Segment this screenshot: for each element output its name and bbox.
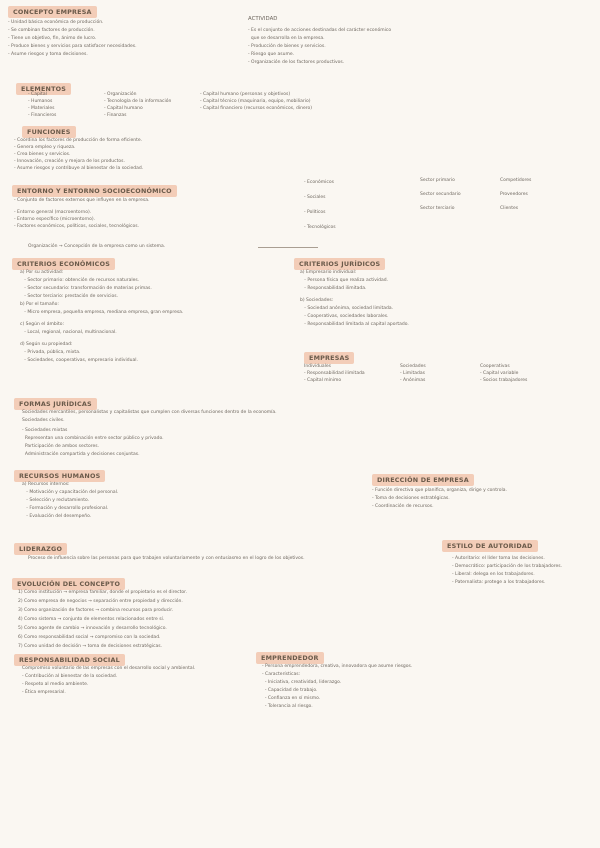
responsabilidad-line: - Respeto al medio ambiente. [22,682,89,687]
actividad-line: - Riesgo que asume. [248,52,295,57]
evolucion-line: 5) Como agente de cambio → innovación y desarrollo tecnológico. [18,626,167,631]
empresas-item: - Anónimas [400,378,426,383]
empresas-item: - Capital variable [480,371,519,376]
empresas-item: Sociedades [400,364,426,369]
entorno-connector [258,247,318,248]
emprendedor-title: EMPRENDEDOR [256,652,324,664]
elementos-title: ELEMENTOS [16,83,71,95]
funciones-line: - Crea bienes y servicios. [14,152,71,157]
empresas-title: EMPRESAS [304,352,354,364]
entorno-title: ENTORNO Y ENTORNO SOCIOECONÓMICO [12,185,177,197]
entorno-line: - Factores económicos, políticos, sociales, tecnológicos. [14,224,140,229]
evolucion-line: 7) Como unidad de decisión → toma de decisiones estratégicas. [18,644,162,649]
direccion-line: - Coordinación de recursos. [372,504,434,509]
concepto-line: - Se combinan factores de producción. [8,28,95,33]
entorno-item: Sector secundario [420,192,461,197]
formas-line: Participación de ambos sectores. [22,444,100,449]
elementos-item: - Capital [28,92,47,97]
evolucion-line: 4) Como sistema → conjunto de elementos relacionados entre sí. [18,617,165,622]
direccion-line: - Toma de decisiones estratégicas. [372,496,450,501]
elementos-item: - Capital técnico (maquinaria, equipo, mobiliario) [200,99,311,104]
actividad-line: - Producción de bienes y servicios. [248,44,326,49]
recursos-humanos-line: - Evaluación del desempeño. [22,514,92,519]
formas-line: Representan una combinación entre sector público y privado. [22,436,164,441]
responsabilidad-line: Compromiso voluntario de las empresas con el desarrollo social y ambiental. [22,666,196,671]
entorno-item: Competidores [500,178,532,183]
elementos-item: - Capital financiero (recursos económicos, dinero) [200,106,312,111]
concepto-line: - Unidad básica económica de producción. [8,20,104,25]
estilo-line: - Autoritario: el líder toma las decisiones. [452,556,545,561]
concepto-line: - Produce bienes y servicios para satisfacer necesidades. [8,44,137,49]
entorno-line: - Entorno general (macroentorno). [14,210,92,215]
elementos-item: - Materiales [28,106,55,111]
elementos-item: - Capital humano [104,106,143,111]
funciones-title: FUNCIONES [22,126,76,138]
criterios-economicos-line: - Privada, pública, mixta. [20,350,81,355]
actividad-line: - Organización de los factores productivos. [248,60,345,65]
emprendedor-line: - Tolerancia al riesgo. [262,704,313,709]
emprendedor-line: - Características: [262,672,301,677]
direccion-line: - Función directiva que planifica, organiza, dirige y controla. [372,488,507,493]
responsabilidad-title: RESPONSABILIDAD SOCIAL [14,654,125,666]
criterios-juridicos-line: b) Sociedades: [300,298,334,303]
funciones-line: - Genera empleo y riqueza. [14,145,76,150]
emprendedor-line: - Iniciativa, creatividad, liderazgo. [262,680,342,685]
criterios-juridicos-line: - Responsabilidad limitada al capital aportado. [300,322,409,327]
evolucion-line: 1) Como institución → empresa familiar, donde el propietario es el director. [18,590,188,595]
entorno-branch: - Tecnológicos [304,225,336,230]
criterios-economicos-line: - Micro empresa, pequeña empresa, mediana empresa, gran empresa. [20,310,184,315]
direccion-title: DIRECCIÓN DE EMPRESA [372,474,474,486]
funciones-line: - Asume riesgos y contribuye al bienestar de la sociedad. [14,166,144,171]
criterios-economicos-line: d) Según su propiedad: [20,342,73,347]
criterios-economicos-line: - Sector terciario: prestación de servicios. [20,294,118,299]
criterios-economicos-line: - Local, regional, nacional, multinacional. [20,330,117,335]
recursos-humanos-line: a) Recursos internos: [22,482,70,487]
criterios-juridicos-title: CRITERIOS JURÍDICOS [294,258,385,270]
actividad-line: que se desarrolla en la empresa. [248,36,325,41]
entorno-item: Sector primario [420,178,455,183]
recursos-humanos-line: - Formación y desarrollo profesional. [22,506,109,511]
entorno-organization: Organización → Concepción de la empresa como un sistema. [28,244,166,249]
formas-line: Sociedades civiles. [22,418,65,423]
liderazgo-title: LIDERAZGO [14,543,67,555]
entorno-branch: - Económicos [304,180,334,185]
emprendedor-line: - Capacidad de trabajo. [262,688,318,693]
criterios-juridicos-line: - Sociedad anónima, sociedad limitada. [300,306,394,311]
criterios-economicos-line: b) Por el tamaño: [20,302,59,307]
criterios-economicos-title: CRITERIOS ECONÓMICOS [12,258,115,270]
funciones-line: - Coordina los factores de producción de forma eficiente. [14,138,143,143]
criterios-economicos-line: a) Por su actividad: [20,270,64,275]
criterios-juridicos-line: a) Empresario individual: [300,270,357,275]
criterios-economicos-line: - Sector secundario: transformación de materias primas. [20,286,152,291]
formas-line: Sociedades mercantiles, personalistas y capitalistas que cumplen con diversas funciones dentro de la economía. [22,410,277,415]
entorno-line: - Entorno específico (microentorno). [14,217,96,222]
actividad-line: - Es el conjunto de acciones destinadas del carácter económico [248,28,392,33]
estilo-line: - Democrático: participación de los trabajadores. [452,564,563,569]
entorno-branch: - Sociales [304,195,326,200]
evolucion-line: 2) Como empresa de negocios → separación entre propiedad y dirección. [18,599,183,604]
entorno-item: Sector terciario [420,206,455,211]
empresas-item: Cooperativas [480,364,510,369]
elementos-item: - Finanzas [104,113,127,118]
evolucion-title: EVOLUCIÓN DEL CONCEPTO [12,578,125,590]
criterios-juridicos-line: - Responsabilidad ilimitada. [300,286,367,291]
evolucion-line: 3) Como organización de factores → combina recursos para producir. [18,608,174,613]
empresas-item: - Limitadas [400,371,425,376]
criterios-economicos-line: - Sociedades, cooperativas, empresario individual. [20,358,138,363]
entorno-item: Proveedores [500,192,528,197]
criterios-economicos-line: c) Según el ámbito: [20,322,65,327]
formas-line: Administración compartida y decisiones conjuntas. [22,452,140,457]
entorno-item: Clientes [500,206,519,211]
recursos-humanos-title: RECURSOS HUMANOS [14,470,105,482]
emprendedor-line: - Persona emprendedora, creativa, innovadora que asume riesgos. [262,664,413,669]
criterios-juridicos-line: - Cooperativas, sociedades laborales. [300,314,389,319]
concepto-title: CONCEPTO EMPRESA [8,6,97,18]
formas-title: FORMAS JURÍDICAS [14,398,97,410]
recursos-humanos-line: - Selección y reclutamiento. [22,498,90,503]
estilo-line: - Paternalista: protege a los trabajadores. [452,580,546,585]
liderazgo-line: Proceso de influencia sobre las personas para que trabajen voluntariamente y con entusiasmo en el logro de los objetivos. [28,556,305,561]
formas-line: - Sociedades mixtas [22,428,68,433]
empresas-item: - Capital mínimo [304,378,342,383]
evolucion-line: 6) Como responsabilidad social → compromiso con la sociedad. [18,635,161,640]
responsabilidad-line: - Contribución al bienestar de la sociedad. [22,674,118,679]
recursos-humanos-line: - Motivación y capacitación del personal. [22,490,119,495]
empresas-item: Individuales [304,364,332,369]
funciones-line: - Innovación, creación y mejora de los productos. [14,159,125,164]
elementos-item: - Tecnología de la información [104,99,172,104]
estilo-line: - Liberal: delega en los trabajadores. [452,572,535,577]
estilo-title: ESTILO DE AUTORIDAD [442,540,538,552]
concepto-line: - Tiene un objetivo, fin, ánimo de lucro. [8,36,97,41]
criterios-juridicos-line: - Persona física que realiza actividad. [300,278,389,283]
elementos-item: - Financieros [28,113,57,118]
emprendedor-line: - Confianza en sí mismo. [262,696,321,701]
entorno-line: - Conjunto de factores externos que influyen en la empresa. [14,198,150,203]
empresas-item: - Socios trabajadores [480,378,528,383]
empresas-item: - Responsabilidad ilimitada [304,371,365,376]
actividad-title: ACTIVIDAD [248,16,278,22]
entorno-branch: - Políticos [304,210,326,215]
elementos-item: - Capital humano (personas y objetivos) [200,92,291,97]
elementos-item: - Organización [104,92,137,97]
criterios-economicos-line: - Sector primario: obtención de recursos naturales. [20,278,140,283]
responsabilidad-line: - Ética empresarial. [22,690,66,695]
elementos-item: - Humanos [28,99,53,104]
concepto-line: - Asume riesgos y toma decisiones. [8,52,88,57]
